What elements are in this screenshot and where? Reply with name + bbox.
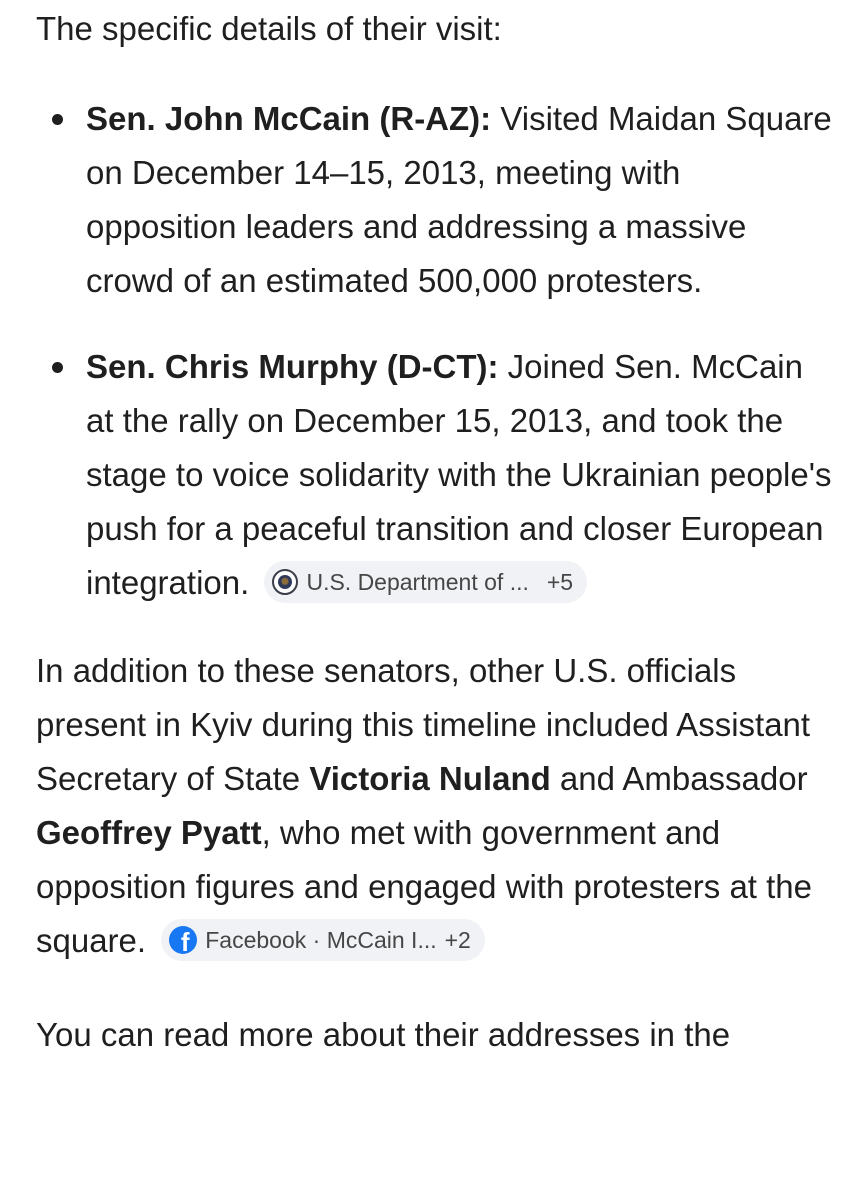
list-item bbox=[36, 92, 836, 308]
source-chip-label: U.S. Department of ... bbox=[306, 569, 529, 596]
senator-name: Sen. Chris Murphy (D-CT): bbox=[86, 348, 499, 385]
source-chip-count: +5 bbox=[546, 569, 574, 596]
senator-details: Visited Maidan Square on December 14–15, 2013, meeting with opposition leaders and addressing a massive crowd of an estimated 500,000 protesters. bbox=[86, 100, 832, 299]
list-item bbox=[36, 340, 836, 610]
source-chip-facebook[interactable] bbox=[161, 919, 485, 961]
source-chip-label: Facebook · McCain I... bbox=[205, 927, 437, 954]
paragraph-text: In addition to these senators, other U.S. officials present in Kyiv during this timeline included Assistant Secretary of State bbox=[36, 652, 811, 797]
senator-name: Sen. John McCain (R-AZ): bbox=[86, 100, 492, 137]
us-state-department-seal-icon bbox=[272, 569, 298, 595]
official-name-nuland: Victoria Nuland bbox=[309, 760, 551, 797]
bullet-dot bbox=[52, 114, 63, 125]
paragraph-text: , who met with government and opposition figures and engaged with protesters at the square. bbox=[36, 814, 813, 959]
paragraph-text: and Ambassador bbox=[550, 760, 808, 797]
bullet-dot bbox=[52, 362, 63, 373]
official-name-pyatt: Geoffrey Pyatt bbox=[36, 814, 262, 851]
senator-details: Joined Sen. McCain at the rally on December 15, 2013, and took the stage to voice solidarity with the Ukrainian people's push for a peaceful transition and closer European integration. bbox=[86, 348, 832, 601]
closing-paragraph: You can read more about their addresses in the bbox=[36, 1016, 731, 1053]
facebook-icon: f bbox=[169, 926, 197, 954]
intro-text: The specific details of their visit: bbox=[36, 10, 502, 47]
senator-list bbox=[36, 92, 836, 610]
response-content bbox=[36, 0, 836, 1062]
source-chip-count: +2 bbox=[444, 927, 471, 954]
source-chip-state-department[interactable] bbox=[264, 561, 587, 603]
officials-paragraph bbox=[36, 644, 836, 968]
